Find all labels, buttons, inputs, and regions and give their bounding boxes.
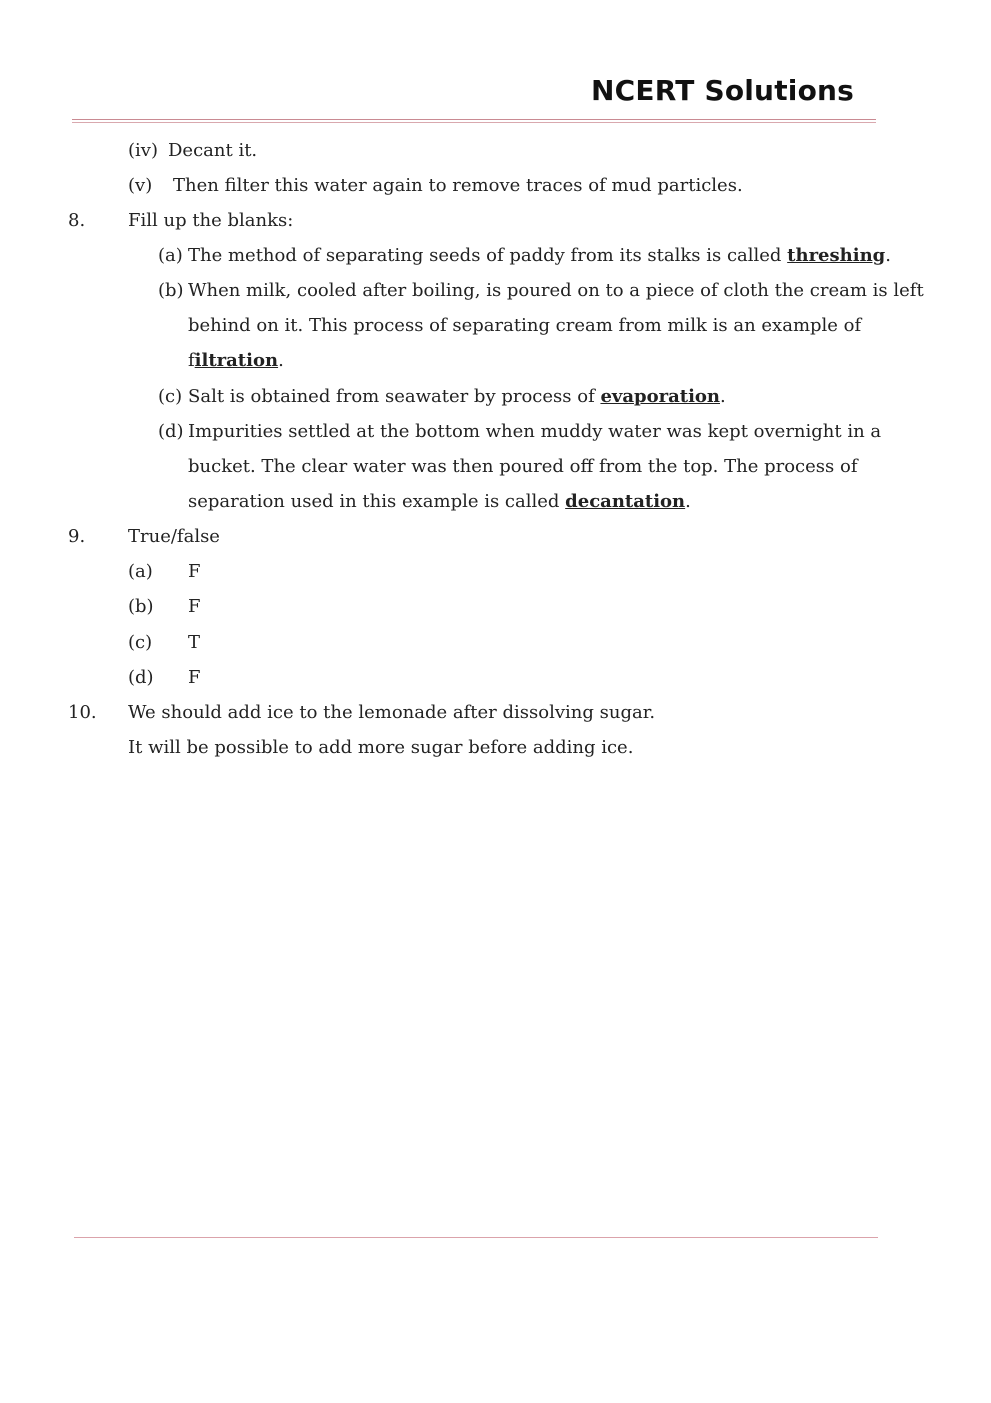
- question-number: 8.: [68, 210, 86, 231]
- blank-answer: threshing: [787, 245, 886, 266]
- list-item-text: When milk, cooled after boiling, is poured on to a piece of cloth the cream is left: [188, 280, 924, 301]
- list-marker: (b): [128, 596, 154, 617]
- list-item-text: behind on it. This process of separating cream from milk is an example of: [188, 315, 862, 336]
- text-segment: The method of separating seeds of paddy from its stalks is called: [188, 245, 788, 266]
- answer-text: We should add ice to the lemonade after dissolving sugar.: [128, 702, 656, 723]
- list-item-text: [188, 245, 891, 267]
- text-segment: .: [885, 245, 891, 266]
- text-segment: separation used in this example is called: [188, 491, 566, 512]
- question-number: 9.: [68, 526, 86, 547]
- list-marker: (b): [158, 280, 184, 301]
- text-segment: .: [720, 386, 726, 407]
- footer-rule: [74, 1237, 878, 1238]
- question-title: True/false: [128, 526, 220, 547]
- list-item-text: Then filter this water again to remove traces of mud particles.: [173, 175, 743, 196]
- list-item-text: Decant it.: [168, 140, 258, 161]
- blank-answer: iltration: [194, 350, 279, 371]
- true-false-value: F: [188, 561, 201, 582]
- true-false-value: F: [188, 596, 201, 617]
- list-item-text: [188, 386, 726, 408]
- text-segment: f: [188, 350, 195, 371]
- list-marker: (d): [158, 421, 184, 442]
- list-item-text: Impurities settled at the bottom when muddy water was kept overnight in a: [188, 421, 882, 442]
- blank-answer: evaporation: [600, 386, 721, 407]
- list-marker: (d): [128, 667, 154, 688]
- text-segment: .: [278, 350, 284, 371]
- question-number: 10.: [68, 702, 97, 723]
- list-marker: (a): [158, 245, 183, 266]
- true-false-value: T: [188, 632, 201, 653]
- header-rule-secondary: [72, 122, 876, 123]
- list-item-text: bucket. The clear water was then poured off from the top. The process of: [188, 456, 858, 477]
- header-rule: [72, 119, 876, 120]
- list-marker: (a): [128, 561, 153, 582]
- header-title: NCERT Solutions: [591, 74, 855, 107]
- list-marker: (c): [158, 386, 183, 407]
- true-false-value: F: [188, 667, 201, 688]
- blank-answer: decantation: [565, 491, 686, 512]
- question-title: Fill up the blanks:: [128, 210, 294, 231]
- list-marker: (c): [128, 632, 153, 653]
- list-marker: (v): [128, 175, 153, 196]
- list-item-text: [188, 491, 691, 513]
- answer-text: It will be possible to add more sugar before adding ice.: [128, 737, 634, 758]
- list-item-text: [188, 350, 284, 372]
- list-marker: (iv): [128, 140, 158, 161]
- text-segment: Salt is obtained from seawater by process of: [188, 386, 601, 407]
- text-segment: .: [685, 491, 691, 512]
